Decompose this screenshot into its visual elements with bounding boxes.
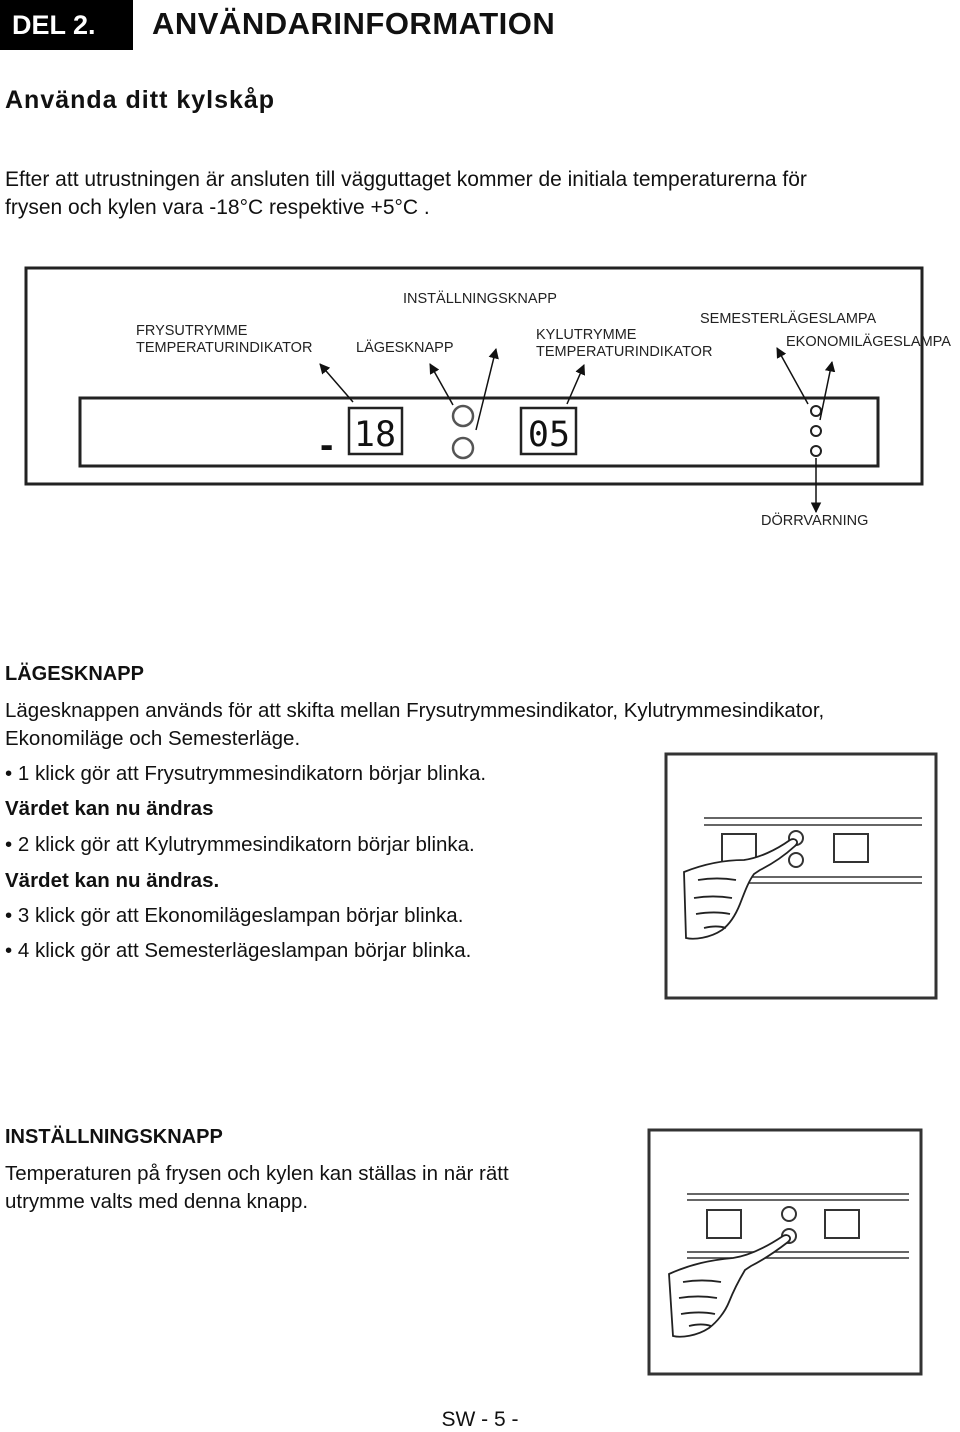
lagesknapp-description xyxy=(5,697,955,753)
fridge-display-value: 05 xyxy=(527,415,571,455)
bullet-1-text: 1 klick gör att Frysutrymmesindikatorn börjar blinka. xyxy=(17,762,487,785)
lagesknapp-heading: LÄGESKNAPP xyxy=(5,663,144,685)
lagesknapp-press-illustration xyxy=(664,752,938,1000)
intro-line-2: frysen och kylen vara -18°C respektive +5°C . xyxy=(5,196,430,219)
display-strip xyxy=(80,398,878,466)
label-kyl-line-2: TEMPERATURINDIKATOR xyxy=(536,344,713,360)
label-installningsknapp: INSTÄLLNINGSKNAPP xyxy=(403,291,557,307)
installningsknapp-desc-line-1: Temperaturen på frysen och kylen kan ställas in när rätt xyxy=(5,1162,509,1185)
note-2: Värdet kan nu ändras. xyxy=(5,869,220,892)
label-lagesknapp: LÄGESKNAPP xyxy=(356,340,454,356)
bullet-3-text: 3 klick gör att Ekonomilägeslampan börjar blinka. xyxy=(17,904,464,927)
page-footer: SW - 5 - xyxy=(441,1408,519,1431)
dorrvarning-lamp xyxy=(811,446,821,456)
section-badge: DEL 2. xyxy=(0,0,133,50)
label-frys-line-1: FRYSUTRYMME xyxy=(136,323,248,339)
label-dorrvarning: DÖRRVARNING xyxy=(761,513,869,529)
label-ekonomilageslampa: EKONOMILÄGESLAMPA xyxy=(786,334,951,350)
label-kyl-line-1: KYLUTRYMME xyxy=(536,327,637,343)
freezer-minus-sign: - xyxy=(320,423,334,467)
lagesknapp-desc-line-1: Lägesknappen används för att skifta mellan Frysutrymmesindikator, Kylutrymmesindikator, xyxy=(5,699,825,722)
note-1: Värdet kan nu ändras xyxy=(5,797,214,820)
label-frysutrymme xyxy=(136,323,312,357)
label-frys-line-2: TEMPERATURINDIKATOR xyxy=(136,340,313,356)
lagesknapp-button xyxy=(453,438,473,458)
arrow-installning xyxy=(476,349,496,430)
label-kylutrymme xyxy=(536,327,712,361)
label-semesterlageslampa: SEMESTERLÄGESLAMPA xyxy=(700,311,877,327)
bullet-2-text: 2 klick gör att Kylutrymmesindikatorn börjar blinka. xyxy=(17,833,475,856)
page-title: ANVÄNDARINFORMATION xyxy=(152,6,556,41)
installningsknapp-heading: INSTÄLLNINGSKNAPP xyxy=(5,1126,223,1148)
bullet-item-4: • 4 klick gör att Semesterlägeslampan börjar blinka. xyxy=(5,939,472,962)
bullet-item-1: • 1 klick gör att Frysutrymmesindikatorn börjar blinka. xyxy=(5,762,487,785)
semesterlage-lamp xyxy=(811,406,821,416)
installningsknapp-press-illustration xyxy=(647,1128,923,1376)
bullet-item-3: • 3 klick gör att Ekonomilägeslampan börjar blinka. xyxy=(5,904,464,927)
installningsknapp-button xyxy=(453,406,473,426)
ekonomilage-lamp xyxy=(811,426,821,436)
intro-line-1: Efter att utrustningen är ansluten till vägguttaget kommer de initiala temperaturerna för xyxy=(5,168,807,191)
arrow-ekonomi xyxy=(820,362,832,420)
lagesknapp-desc-line-2: Ekonomiläge och Semesterläge. xyxy=(5,727,301,750)
bullet-item-2: • 2 klick gör att Kylutrymmesindikatorn börjar blinka. xyxy=(5,833,475,856)
bullet-4-text: 4 klick gör att Semesterlägeslampan börjar blinka. xyxy=(17,939,472,962)
freezer-display-value: 18 xyxy=(353,415,397,455)
installningsknapp-desc-line-2: utrymme valts med denna knapp. xyxy=(5,1190,309,1213)
arrow-semester xyxy=(777,348,808,404)
arrow-frys xyxy=(320,364,353,402)
installningsknapp-description xyxy=(5,1160,625,1216)
intro-paragraph xyxy=(5,166,955,222)
page-subtitle: Använda ditt kylskåp xyxy=(5,86,276,114)
